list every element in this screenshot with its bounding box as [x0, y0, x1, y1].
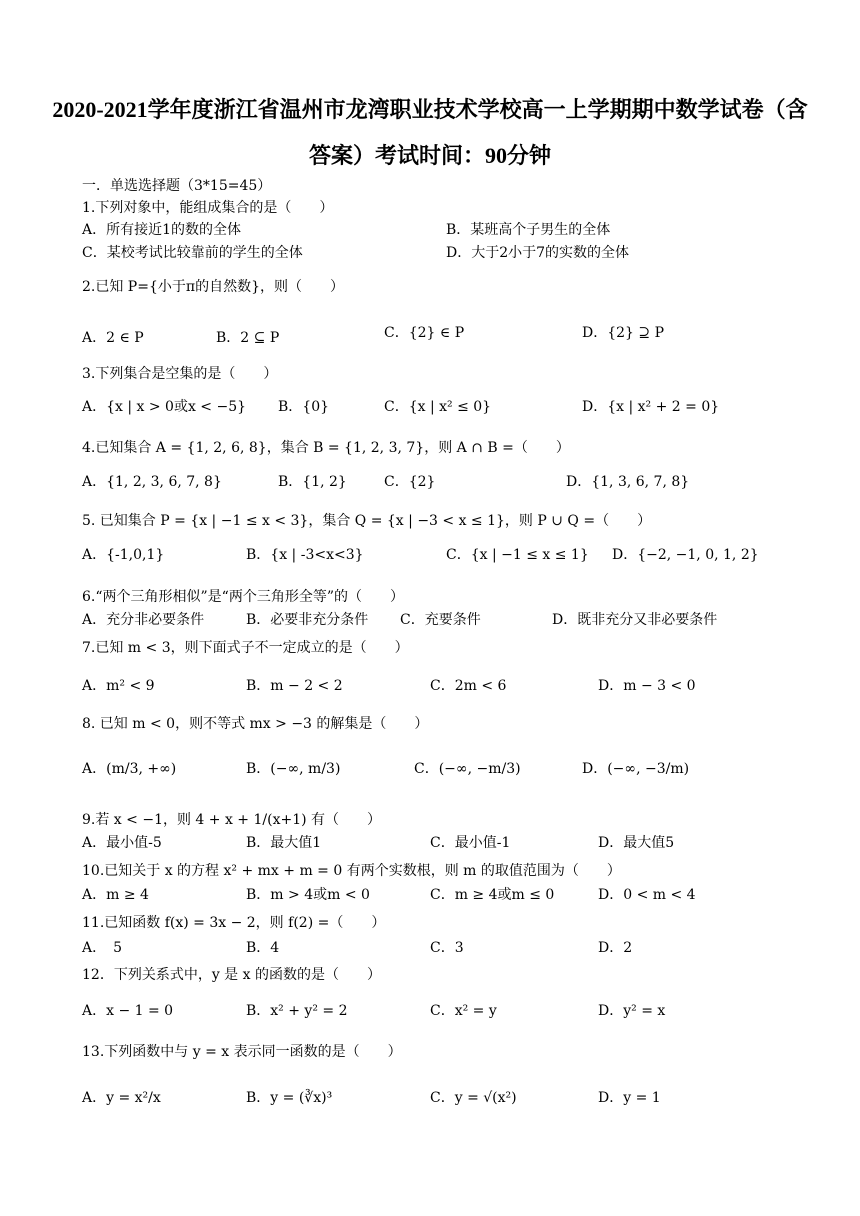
question-5-stem: 5. 已知集合 P = {x | −1 ≤ x < 3}，集合 Q = {x | −3 < x ≤ 1}，则 P ∪ Q =（ ） [82, 513, 652, 529]
question-6-option-a: A．充分非必要条件 [82, 612, 205, 628]
exam-title-line1: 2020-2021学年度浙江省温州市龙湾职业技术学校高一上学期期中数学试卷（含 [52, 97, 808, 122]
question-9-option-d: D．最大值5 [598, 835, 675, 851]
question-3-option-b: B．{0} [278, 399, 330, 415]
question-7-option-b: B．m − 2 < 2 [246, 678, 343, 694]
question-11-stem: 11.已知函数 f(x) = 3x − 2，则 f(2) =（ ） [82, 915, 386, 931]
question-8-option-d: D．(−∞, −3/m) [582, 761, 690, 777]
question-13-option-c: C．y = √(x²) [430, 1090, 517, 1106]
question-13-stem: 13.下列函数中与 y = x 表示同一函数的是（ ） [82, 1044, 402, 1060]
question-7-option-a: A．m² < 9 [82, 678, 155, 694]
question-10-stem: 10.已知关于 x 的方程 x² + mx + m = 0 有两个实数根，则 m 的取值范围为（ ） [82, 863, 621, 879]
question-2-option-a: A．2 ∈ P [82, 330, 144, 346]
question-12-option-d: D．y² = x [598, 1003, 666, 1019]
question-4-option-c: C．{2} [384, 474, 436, 490]
question-1-stem: 1.下列对象中，能组成集合的是（ ） [82, 200, 334, 216]
question-4-option-d: D．{1, 3, 6, 7, 8} [566, 474, 690, 490]
question-9-option-a: A．最小值-5 [82, 835, 162, 851]
question-2-option-b: B．2 ⊆ P [216, 330, 280, 346]
question-11-option-a: A． 5 [82, 940, 123, 956]
question-2-stem: 2.已知 P={小于π的自然数}，则（ ） [82, 279, 344, 295]
question-4-option-a: A．{1, 2, 3, 6, 7, 8} [82, 474, 222, 490]
question-10-option-b: B．m > 4或m < 0 [246, 887, 370, 903]
question-7-stem: 7.已知 m < 3，则下面式子不一定成立的是（ ） [82, 640, 409, 656]
question-8-option-a: A．(m/3, +∞) [82, 761, 177, 777]
section-heading: 一．单选选择题（3*15=45） [82, 178, 272, 194]
question-1-option-b: B．某班高个子男生的全体 [446, 222, 611, 238]
question-1-option-a: A．所有接近1的数的全体 [82, 222, 242, 238]
question-5-option-d: D．{−2, −1, 0, 1, 2} [612, 547, 759, 563]
question-12-option-b: B．x² + y² = 2 [246, 1003, 348, 1019]
question-4-option-b: B．{1, 2} [278, 474, 347, 490]
question-8-stem: 8. 已知 m < 0，则不等式 mx > −3 的解集是（ ） [82, 716, 429, 732]
question-11-option-d: D．2 [598, 940, 633, 956]
question-6-option-b: B．必要非充分条件 [246, 612, 369, 628]
question-8-option-b: B．(−∞, m/3) [246, 761, 341, 777]
exam-title-line2: 答案）考试时间：90分钟 [308, 143, 551, 168]
question-7-option-d: D．m − 3 < 0 [598, 678, 696, 694]
question-12-option-a: A．x − 1 = 0 [82, 1003, 174, 1019]
question-6-option-d: D．既非充分又非必要条件 [552, 612, 718, 628]
question-10-option-c: C．m ≥ 4或m ≤ 0 [430, 887, 555, 903]
question-9-option-c: C．最小值-1 [430, 835, 511, 851]
question-10-option-a: A．m ≥ 4 [82, 887, 149, 903]
question-3-stem: 3.下列集合是空集的是（ ） [82, 366, 278, 382]
question-3-option-a: A．{x | x > 0或x < −5} [82, 399, 247, 415]
question-10-option-d: D．0 < m < 4 [598, 887, 696, 903]
question-1-option-c: C．某校考试比较靠前的学生的全体 [82, 245, 303, 261]
question-13-option-a: A．y = x²/x [82, 1090, 161, 1106]
question-12-option-c: C．x² = y [430, 1003, 497, 1019]
question-11-option-c: C．3 [430, 940, 464, 956]
question-8-option-c: C．(−∞, −m/3) [414, 761, 521, 777]
question-5-option-c: C．{x | −1 ≤ x ≤ 1} [446, 547, 589, 563]
question-3-option-c: C．{x | x² ≤ 0} [384, 399, 492, 415]
question-2-option-d: D．{2} ⊇ P [582, 325, 664, 341]
question-5-option-a: A．{-1,0,1} [82, 547, 165, 563]
question-3-option-d: D．{x | x² + 2 = 0} [582, 399, 720, 415]
question-7-option-c: C．2m < 6 [430, 678, 507, 694]
question-13-option-b: B．y = (∛x)³ [246, 1090, 333, 1106]
question-12-stem: 12．下列关系式中，y 是 x 的函数的是（ ） [82, 967, 381, 983]
question-4-stem: 4.已知集合 A = {1, 2, 6, 8}，集合 B = {1, 2, 3, 7}，则 A ∩ B =（ ） [82, 440, 570, 456]
question-13-option-d: D．y = 1 [598, 1090, 661, 1106]
question-5-option-b: B．{x | -3<x<3} [246, 547, 364, 563]
question-9-stem: 9.若 x < −1，则 4 + x + 1/(x+1) 有（ ） [82, 812, 382, 828]
question-1-option-d: D．大于2小于7的实数的全体 [446, 245, 630, 261]
question-11-option-b: B．4 [246, 940, 280, 956]
question-6-option-c: C．充要条件 [400, 612, 481, 628]
question-9-option-b: B．最大值1 [246, 835, 322, 851]
question-2-option-c: C．{2} ∈ P [384, 325, 465, 341]
question-6-stem: 6.“两个三角形相似”是“两个三角形全等”的（ ） [82, 589, 404, 605]
